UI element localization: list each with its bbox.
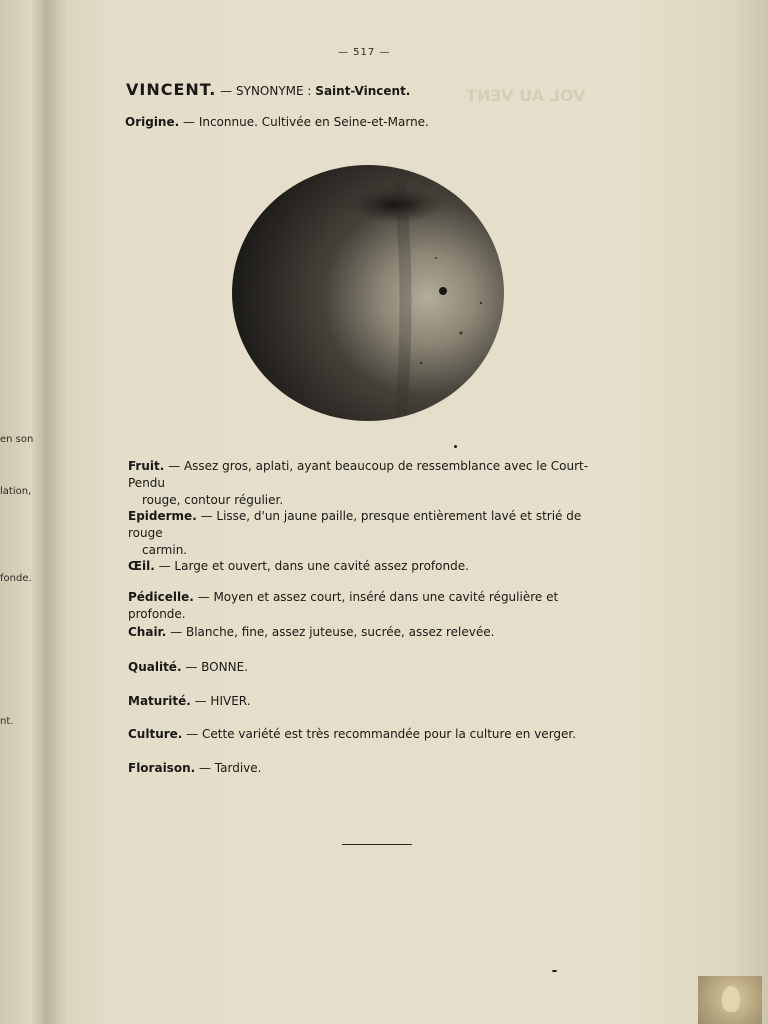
description-maturite xyxy=(128,693,618,710)
entry-label: Floraison. xyxy=(128,761,196,775)
description-qualite xyxy=(128,659,618,676)
entry-label: Epiderme. xyxy=(128,509,197,523)
ink-speck xyxy=(454,445,457,448)
entry-text: — Assez gros, aplati, ayant beaucoup de ressemblance avec le Court-Pendu xyxy=(128,459,589,490)
entry-label: Fruit. xyxy=(128,459,165,473)
origin-line xyxy=(125,115,429,129)
entry-text: — Cette variété est très recommandée pour la culture en verger. xyxy=(182,727,577,741)
entry-text: — Blanche, fine, assez juteuse, sucrée, assez relevée. xyxy=(166,625,495,639)
entry-text: — Lisse, d'un jaune paille, presque entièrement lavé et strié de rouge xyxy=(128,509,582,540)
watermark-figure xyxy=(722,986,740,1012)
entry-label: Œil. xyxy=(128,559,155,573)
ink-speck xyxy=(552,970,557,972)
entry-label: Maturité. xyxy=(128,694,191,708)
entry-label: Qualité. xyxy=(128,660,182,674)
apple-photograph xyxy=(231,163,506,423)
origin-text: — Inconnue. Cultivée en Seine-et-Marne. xyxy=(179,115,429,129)
left-page-fragment: lation, xyxy=(0,486,32,497)
entry-label: Chair. xyxy=(128,625,167,639)
variety-name: VINCENT. xyxy=(126,80,217,99)
left-page-fragment: fonde. xyxy=(0,573,32,584)
entry-continuation: carmin. xyxy=(142,543,188,557)
entry-label: Pédicelle. xyxy=(128,590,194,604)
description-fruit xyxy=(128,458,618,509)
show-through-heading: VOL AU VENT xyxy=(466,86,586,105)
left-page-fragment: en son xyxy=(0,434,34,445)
entry-text: — Tardive. xyxy=(195,761,262,775)
description-culture xyxy=(128,726,618,743)
entry-text: — HIVER. xyxy=(190,694,251,708)
entry-label: Culture. xyxy=(128,727,183,741)
origin-label: Origine. xyxy=(125,115,180,129)
description-floraison xyxy=(128,760,618,777)
watermark-thumbnail xyxy=(698,976,762,1024)
description-epiderme xyxy=(128,508,618,559)
entry-continuation: rouge, contour régulier. xyxy=(142,493,284,507)
description-chair xyxy=(128,624,618,641)
closing-rule xyxy=(342,844,412,845)
left-page-edge xyxy=(0,0,52,1024)
synonym-label: SYNONYME : xyxy=(236,84,316,98)
right-page xyxy=(46,0,768,1024)
description-pedicelle xyxy=(128,589,618,623)
entry-text: — Large et ouvert, dans une cavité assez profonde. xyxy=(154,559,469,573)
apple-image xyxy=(231,163,506,423)
title-dash: — xyxy=(216,84,236,98)
left-page-fragment: nt. xyxy=(0,716,14,727)
synonym-value: Saint-Vincent. xyxy=(315,84,411,98)
entry-text: — BONNE. xyxy=(181,660,248,674)
description-oeil xyxy=(128,558,618,575)
entry-title xyxy=(126,80,410,99)
entry-text: — Moyen et assez court, inséré dans une cavité régulière et profonde. xyxy=(128,590,559,621)
page-number: — 517 — xyxy=(338,47,391,58)
